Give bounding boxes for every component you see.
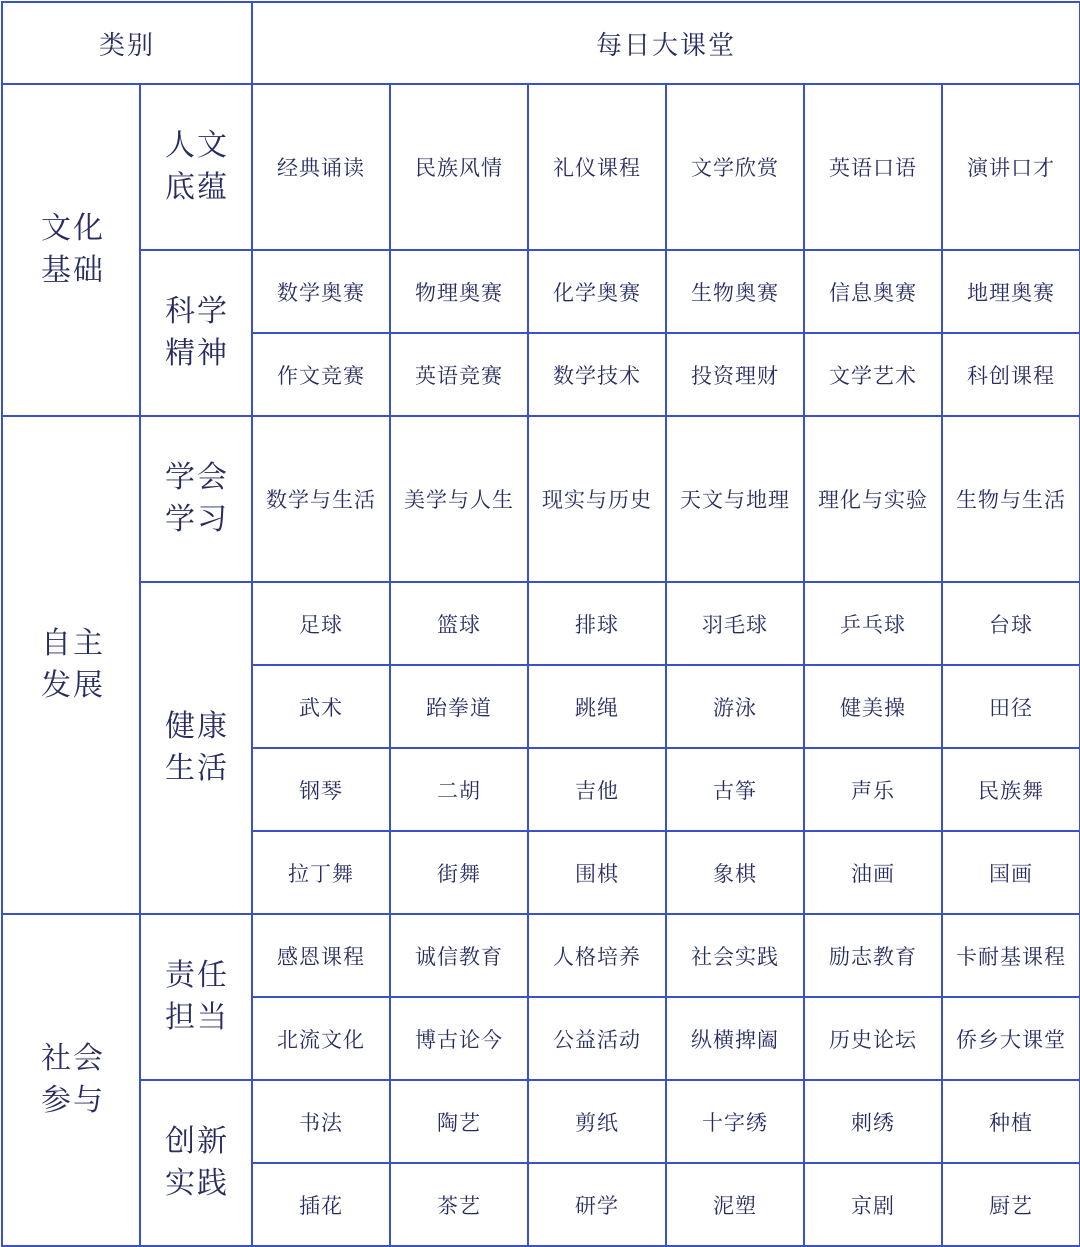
course-cell: 投资理财	[666, 333, 804, 416]
subcategory-label	[140, 582, 252, 914]
subcategory-label-line: 健康	[165, 709, 229, 744]
course-cell: 台球	[942, 582, 1080, 665]
course-cell: 二胡	[390, 748, 528, 831]
course-cell: 英语口语	[804, 84, 942, 250]
course-cell: 演讲口才	[942, 84, 1080, 250]
subcategory-label-line: 人文	[165, 128, 229, 163]
course-cell: 羽毛球	[666, 582, 804, 665]
section-label-line: 发展	[41, 668, 105, 703]
table-row	[2, 1080, 1080, 1163]
subcategory-label-line: 底蕴	[165, 170, 229, 205]
course-cell: 足球	[252, 582, 390, 665]
subcategory-label-line: 学习	[165, 502, 229, 537]
subcategory-label	[140, 914, 252, 1080]
subcategory-label	[140, 416, 252, 582]
course-cell: 北流文化	[252, 997, 390, 1080]
course-cell: 茶艺	[390, 1163, 528, 1246]
course-cell: 天文与地理	[666, 416, 804, 582]
course-cell: 物理奥赛	[390, 250, 528, 333]
table-row	[2, 582, 1080, 665]
course-cell: 英语竞赛	[390, 333, 528, 416]
course-cell: 武术	[252, 665, 390, 748]
table-row	[2, 250, 1080, 333]
course-cell: 卡耐基课程	[942, 914, 1080, 997]
course-cell: 博古论今	[390, 997, 528, 1080]
section-label	[2, 416, 140, 914]
course-cell: 数学技术	[528, 333, 666, 416]
course-cell: 健美操	[804, 665, 942, 748]
course-cell: 公益活动	[528, 997, 666, 1080]
category-header: 类别	[2, 2, 252, 84]
table-row	[2, 416, 1080, 582]
course-cell: 乒乓球	[804, 582, 942, 665]
course-cell: 经典诵读	[252, 84, 390, 250]
subcategory-label-line: 生活	[165, 751, 229, 786]
course-cell: 民族舞	[942, 748, 1080, 831]
course-cell: 厨艺	[942, 1163, 1080, 1246]
section-label	[2, 84, 140, 416]
course-cell: 励志教育	[804, 914, 942, 997]
course-cell: 象棋	[666, 831, 804, 914]
course-cell: 声乐	[804, 748, 942, 831]
course-cell: 吉他	[528, 748, 666, 831]
course-cell: 排球	[528, 582, 666, 665]
course-cell: 历史论坛	[804, 997, 942, 1080]
course-cell: 钢琴	[252, 748, 390, 831]
course-cell: 生物奥赛	[666, 250, 804, 333]
course-cell: 油画	[804, 831, 942, 914]
course-table	[1, 1, 1080, 1247]
section-label	[2, 914, 140, 1246]
course-cell: 古筝	[666, 748, 804, 831]
header-row	[2, 2, 1080, 84]
course-cell: 数学奥赛	[252, 250, 390, 333]
section-label-line: 基础	[41, 253, 105, 288]
subcategory-label	[140, 250, 252, 416]
subcategory-label-line: 实践	[165, 1166, 229, 1201]
course-cell: 诚信教育	[390, 914, 528, 997]
course-cell: 社会实践	[666, 914, 804, 997]
course-cell: 科创课程	[942, 333, 1080, 416]
subcategory-label-line: 学会	[165, 460, 229, 495]
course-cell: 游泳	[666, 665, 804, 748]
course-cell: 跆拳道	[390, 665, 528, 748]
section-label-line: 自主	[41, 626, 105, 661]
course-cell: 美学与人生	[390, 416, 528, 582]
course-cell: 街舞	[390, 831, 528, 914]
course-cell: 种植	[942, 1080, 1080, 1163]
course-cell: 国画	[942, 831, 1080, 914]
subcategory-label-line: 责任	[165, 958, 229, 993]
course-cell: 文学艺术	[804, 333, 942, 416]
course-cell: 文学欣赏	[666, 84, 804, 250]
subcategory-label-line: 精神	[165, 336, 229, 371]
subcategory-label-line: 科学	[165, 294, 229, 329]
subcategory-label-line: 担当	[165, 1000, 229, 1035]
course-header: 每日大课堂	[252, 2, 1080, 84]
course-cell: 信息奥赛	[804, 250, 942, 333]
course-cell: 作文竞赛	[252, 333, 390, 416]
course-cell: 现实与历史	[528, 416, 666, 582]
subcategory-label-line: 创新	[165, 1124, 229, 1159]
course-cell: 地理奥赛	[942, 250, 1080, 333]
section-label-line: 参与	[41, 1083, 105, 1118]
course-cell: 剪纸	[528, 1080, 666, 1163]
course-cell: 生物与生活	[942, 416, 1080, 582]
course-cell: 书法	[252, 1080, 390, 1163]
course-cell: 陶艺	[390, 1080, 528, 1163]
course-cell: 田径	[942, 665, 1080, 748]
subcategory-label	[140, 1080, 252, 1246]
course-cell: 围棋	[528, 831, 666, 914]
course-cell: 插花	[252, 1163, 390, 1246]
course-cell: 侨乡大课堂	[942, 997, 1080, 1080]
table-row	[2, 914, 1080, 997]
course-cell: 礼仪课程	[528, 84, 666, 250]
subcategory-label	[140, 84, 252, 250]
table-row	[2, 84, 1080, 250]
course-cell: 数学与生活	[252, 416, 390, 582]
section-label-line: 文化	[41, 211, 105, 246]
course-cell: 人格培养	[528, 914, 666, 997]
course-cell: 纵横捭阖	[666, 997, 804, 1080]
course-cell: 篮球	[390, 582, 528, 665]
course-cell: 民族风情	[390, 84, 528, 250]
course-cell: 拉丁舞	[252, 831, 390, 914]
course-cell: 京剧	[804, 1163, 942, 1246]
course-cell: 研学	[528, 1163, 666, 1246]
course-cell: 刺绣	[804, 1080, 942, 1163]
course-cell: 感恩课程	[252, 914, 390, 997]
course-cell: 理化与实验	[804, 416, 942, 582]
course-cell: 跳绳	[528, 665, 666, 748]
section-label-line: 社会	[41, 1041, 105, 1076]
course-cell: 泥塑	[666, 1163, 804, 1246]
course-cell: 化学奥赛	[528, 250, 666, 333]
course-cell: 十字绣	[666, 1080, 804, 1163]
